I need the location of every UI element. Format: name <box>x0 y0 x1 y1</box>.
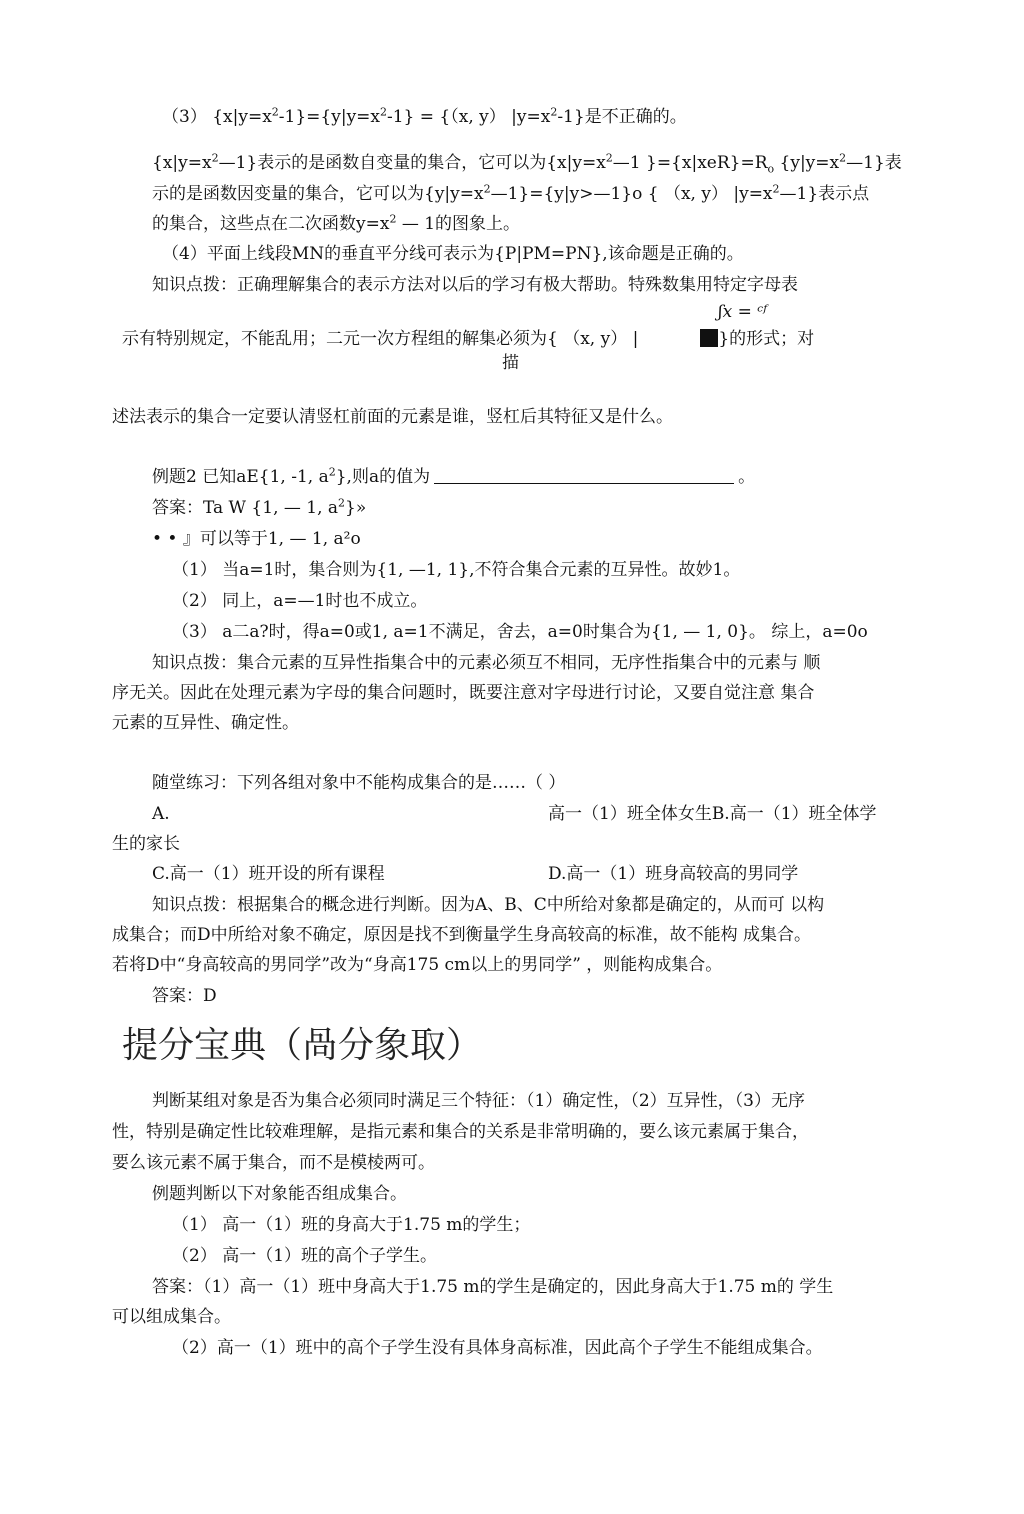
text-line: 示有特别规定，不能乱用；二元一次方程组的解集必须为{ （x, y） | }的形式；对 <box>122 329 815 349</box>
formula-fragment: ʃx = ᶜᶠ <box>718 302 768 322</box>
text-line: 可以组成集合。 <box>112 1307 231 1327</box>
text-line: （1） 当a=1时，集合则为{1, —1, 1},不符合集合元素的互异性。故妙1。 <box>172 560 741 580</box>
text-line: （3） a二a?时，得a=0或1, a=1不满足，舍去，a=0时集合为{1, — 1, 0}。 综上，a=0o <box>172 622 868 642</box>
text-line: 要么该元素不属于集合，而不是模棱两可。 <box>112 1153 435 1173</box>
text-line: （1） 高一（1）班的身高大于1.75 m的学生； <box>172 1215 531 1235</box>
text-line: （2） 同上，a=—1时也不成立。 <box>172 591 428 611</box>
option-d: D.高一（1）班身高较高的男同学 <box>548 864 799 884</box>
text-line: • • 』可以等于1, — 1, a²o <box>152 529 361 549</box>
text-line: 性，特别是确定性比较难理解，是指元素和集合的关系是非常明确的，要么该元素属于集合， <box>112 1122 809 1142</box>
black-box-icon <box>700 329 718 347</box>
option-c: C.高一（1）班开设的所有课程 <box>152 864 385 884</box>
text-line: 答案：（1）高一（1）班中身高大于1.75 m的学生是确定的，因此身高大于1.75 m的 学生 <box>152 1277 834 1297</box>
text-line: 知识点拨：正确理解集合的表示方法对以后的学习有极大帮助。特殊数集用特定字母表 <box>152 275 798 295</box>
text-line: （2）高一（1）班中的高个子学生没有具体身高标准，因此高个子学生不能组成集合。 <box>172 1338 823 1358</box>
text-line: 示的是函数因变量的集合，它可以为$\{y|y=x^2—1\}=\{y|y>—1\}o$ { （x, y） $|y=x^2—1$}表示点 <box>152 182 870 204</box>
text-line: 随堂练习：下列各组对象中不能构成集合的是……（ ） <box>152 773 566 793</box>
text-line: 生的家长 <box>112 834 180 854</box>
text-line: 例题2 已知aE{1, -1, $a^2$},则a的值为 。 <box>152 465 756 487</box>
text-line: 的集合，这些点在二次函数$y=x^2$ — 1的图象上。 <box>152 212 521 234</box>
option-a-label: A. <box>152 804 170 824</box>
text-line: （4）平面上线段MN的垂直平分线可表示为{P|PM=PN},该命题是正确的。 <box>162 244 744 264</box>
text-line: 成集合；而D中所给对象不确定，原因是找不到衡量学生身高较高的标准，故不能构 成集合。 <box>112 925 812 945</box>
text-line: 高一（1）班全体女生B.高一（1）班全体学 <box>548 804 877 824</box>
section-heading: 提分宝典（咼分象取） <box>122 1025 483 1066</box>
text-line: 述法表示的集合一定要认清竖杠前面的元素是谁，竖杠后其特征又是什么。 <box>112 407 673 427</box>
answer-blank <box>434 467 734 484</box>
text-line: （3） $\{x|y=x^2-1\}=\{y|y=x^2-1\} = \{(x$, y） $|y=x^2-1$}是不正确的。 <box>162 105 687 127</box>
text-line: 序无关。因此在处理元素为字母的集合问题时，既要注意对字母进行讨论，又要自觉注意 集合 <box>112 683 815 703</box>
text-line: 判断某组对象是否为集合必须同时满足三个特征：（1）确定性，（2）互异性，（3）无序 <box>152 1091 805 1111</box>
text-line: 描 <box>502 353 519 373</box>
text-line: 知识点拨：根据集合的概念进行判断。因为A、B、C中所给对象都是确定的，从而可 以构 <box>152 895 825 915</box>
text-line: $\{x|y=x^2—1\}$表示的是函数自变量的集合，它可以为{$x|y=x^2—1$ }$=\{x|xeR\}=R_o$ $\{y|y=x^2—1\}$表 <box>152 151 902 176</box>
text-line: 元素的互异性、确定性。 <box>112 713 299 733</box>
text-line: 例题判断以下对象能否组成集合。 <box>152 1184 407 1204</box>
text-line: 答案：D <box>152 986 217 1006</box>
text-line: 答案：Ta W {1, — 1, $a^2$}» <box>152 496 367 518</box>
text-line: 知识点拨：集合元素的互异性指集合中的元素必须互不相同，无序性指集合中的元素与 顺 <box>152 653 821 673</box>
text-line: 若将D中“身高较高的男同学”改为“身高175 cm以上的男同学” ，则能构成集合。 <box>112 955 723 975</box>
text-line: （2） 高一（1）班的高个子学生。 <box>172 1246 438 1266</box>
